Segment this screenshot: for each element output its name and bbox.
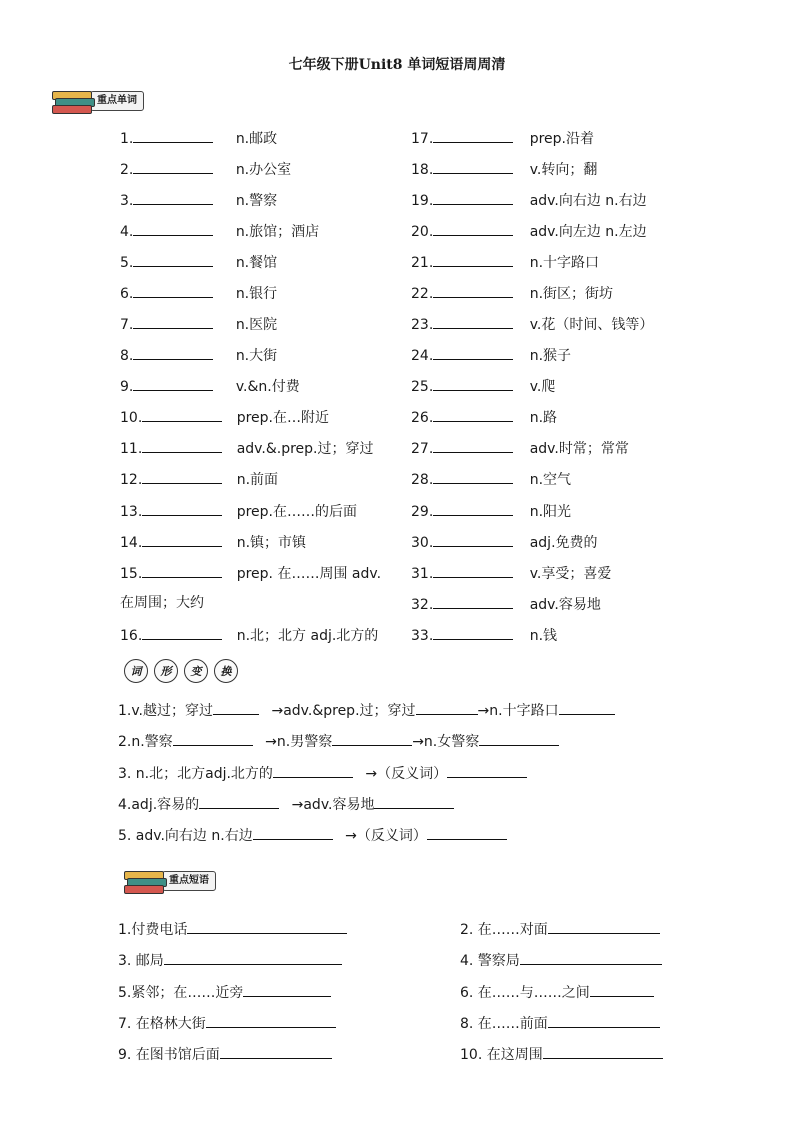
answer-blank[interactable] [133, 159, 213, 174]
phrase-row: 2. 在……对面 [460, 919, 660, 939]
phrase-row: 7. 在格林大街 [118, 1013, 336, 1033]
books-icon [124, 868, 164, 894]
phrase-row: 8. 在……前面 [460, 1013, 660, 1033]
answer-blank[interactable] [133, 252, 213, 267]
word-row: 25. v.爬 [411, 376, 555, 396]
answer-blank[interactable] [433, 314, 513, 329]
word-row: 19. adv.向右边 n.右边 [411, 190, 647, 210]
answer-blank[interactable] [199, 794, 279, 809]
answer-blank[interactable] [133, 221, 213, 236]
phrase-row: 5.紧邻；在……近旁 [118, 982, 331, 1002]
word-row: 9. v.&n.付费 [120, 376, 300, 396]
transform-row: 2.n.警察 →n.男警察 →n.女警察 [118, 731, 559, 751]
answer-blank[interactable] [433, 438, 513, 453]
answer-blank[interactable] [447, 763, 527, 778]
answer-blank[interactable] [187, 919, 347, 934]
section-badge-words [52, 88, 144, 114]
phrase-row: 1.付费电话 [118, 919, 347, 939]
transform-row: 4.adj.容易的 →adv.容易地 [118, 794, 454, 814]
answer-blank[interactable] [433, 159, 513, 174]
word-row: 22. n.街区；街坊 [411, 283, 613, 303]
word-row: 20. adv.向左边 n.左边 [411, 221, 647, 241]
word-row: 4. n.旅馆；酒店 [120, 221, 319, 241]
answer-blank[interactable] [548, 919, 660, 934]
answer-blank[interactable] [332, 731, 412, 746]
answer-blank[interactable] [433, 128, 513, 143]
books-icon [52, 88, 92, 114]
answer-blank[interactable] [173, 731, 253, 746]
word-row: 8. n.大街 [120, 345, 277, 365]
phrase-row: 9. 在图书馆后面 [118, 1044, 332, 1064]
answer-blank[interactable] [220, 1044, 332, 1059]
answer-blank[interactable] [559, 700, 615, 715]
phrase-row: 6. 在……与……之间 [460, 982, 654, 1002]
answer-blank[interactable] [433, 407, 513, 422]
answer-blank[interactable] [243, 982, 331, 997]
phrase-row: 10. 在这周围 [460, 1044, 663, 1064]
answer-blank[interactable] [433, 532, 513, 547]
word-row: 10. prep.在…附近 [120, 407, 329, 427]
answer-blank[interactable] [142, 438, 222, 453]
answer-blank[interactable] [590, 982, 654, 997]
word-row: 11. adv.&.prep.过；穿过 [120, 438, 374, 458]
word-row: 26. n.路 [411, 407, 557, 427]
word-row: 1. n.邮政 [120, 128, 277, 148]
answer-blank[interactable] [427, 825, 507, 840]
answer-blank[interactable] [142, 563, 222, 578]
word-row: 6. n.银行 [120, 283, 277, 303]
answer-blank[interactable] [433, 594, 513, 609]
answer-blank[interactable] [416, 700, 478, 715]
section-header-transform [124, 659, 244, 683]
answer-blank[interactable] [433, 376, 513, 391]
header-char: 形 [154, 659, 178, 683]
word-row: 18. v.转向；翻 [411, 159, 597, 179]
answer-blank[interactable] [548, 1013, 660, 1028]
answer-blank[interactable] [433, 625, 513, 640]
word-row: 5. n.餐馆 [120, 252, 277, 272]
answer-blank[interactable] [133, 128, 213, 143]
answer-blank[interactable] [433, 190, 513, 205]
answer-blank[interactable] [520, 950, 662, 965]
answer-blank[interactable] [142, 407, 222, 422]
answer-blank[interactable] [433, 252, 513, 267]
word-row: 2. n.办公室 [120, 159, 291, 179]
word-row: 3. n.警察 [120, 190, 277, 210]
answer-blank[interactable] [133, 314, 213, 329]
word-row: 27. adv.时常；常常 [411, 438, 629, 458]
section-tag-words: 重点单词 [90, 91, 144, 111]
word-row: 29. n.阳光 [411, 501, 571, 521]
word-row: 7. n.医院 [120, 314, 277, 334]
answer-blank[interactable] [433, 469, 513, 484]
answer-blank[interactable] [273, 763, 353, 778]
header-char: 换 [214, 659, 238, 683]
answer-blank[interactable] [253, 825, 333, 840]
answer-blank[interactable] [142, 469, 222, 484]
answer-blank[interactable] [133, 283, 213, 298]
answer-blank[interactable] [142, 625, 222, 640]
answer-blank[interactable] [133, 345, 213, 360]
answer-blank[interactable] [213, 700, 259, 715]
word-row: 31. v.享受；喜爱 [411, 563, 611, 583]
section-tag-phrases: 重点短语 [162, 871, 216, 891]
phrase-row: 3. 邮局 [118, 950, 342, 970]
word-row: 17. prep.沿着 [411, 128, 594, 148]
word-row: 21. n.十字路口 [411, 252, 599, 272]
word-row: 28. n.空气 [411, 469, 571, 489]
word-row: 33. n.钱 [411, 625, 557, 645]
answer-blank[interactable] [433, 345, 513, 360]
word-row: 23. v.花（时间、钱等） [411, 314, 653, 334]
word-row: 13. prep.在……的后面 [120, 501, 357, 521]
answer-blank[interactable] [142, 532, 222, 547]
transform-row: 5. adv.向右边 n.右边 →（反义词） [118, 825, 507, 845]
answer-blank[interactable] [433, 283, 513, 298]
answer-blank[interactable] [433, 221, 513, 236]
word-row: 32. adv.容易地 [411, 594, 601, 614]
word-row: 15. prep. 在……周围 adv. [120, 563, 381, 583]
answer-blank[interactable] [142, 501, 222, 516]
phrase-row: 4. 警察局 [460, 950, 662, 970]
header-char: 变 [184, 659, 208, 683]
answer-blank[interactable] [543, 1044, 663, 1059]
answer-blank[interactable] [206, 1013, 336, 1028]
word-row-continuation: 在周围；大约 [120, 595, 204, 611]
word-row: 30. adj.免费的 [411, 532, 598, 552]
word-row: 24. n.猴子 [411, 345, 571, 365]
transform-row: 1.v.越过；穿过 →adv.&prep.过；穿过 →n.十字路口 [118, 700, 615, 720]
answer-blank[interactable] [433, 501, 513, 516]
answer-blank[interactable] [374, 794, 454, 809]
answer-blank[interactable] [133, 376, 213, 391]
word-row: 14. n.镇；市镇 [120, 532, 306, 552]
word-row: 12. n.前面 [120, 469, 278, 489]
answer-blank[interactable] [133, 190, 213, 205]
answer-blank[interactable] [164, 950, 342, 965]
transform-row: 3. n.北；北方adj.北方的 →（反义词） [118, 763, 527, 783]
section-badge-phrases [124, 868, 216, 894]
header-char: 词 [124, 659, 148, 683]
answer-blank[interactable] [479, 731, 559, 746]
page-title: 七年级下册Unit8 单词短语周周清 [288, 57, 506, 73]
answer-blank[interactable] [433, 563, 513, 578]
word-row: 16. n.北；北方 adj.北方的 [120, 625, 378, 645]
